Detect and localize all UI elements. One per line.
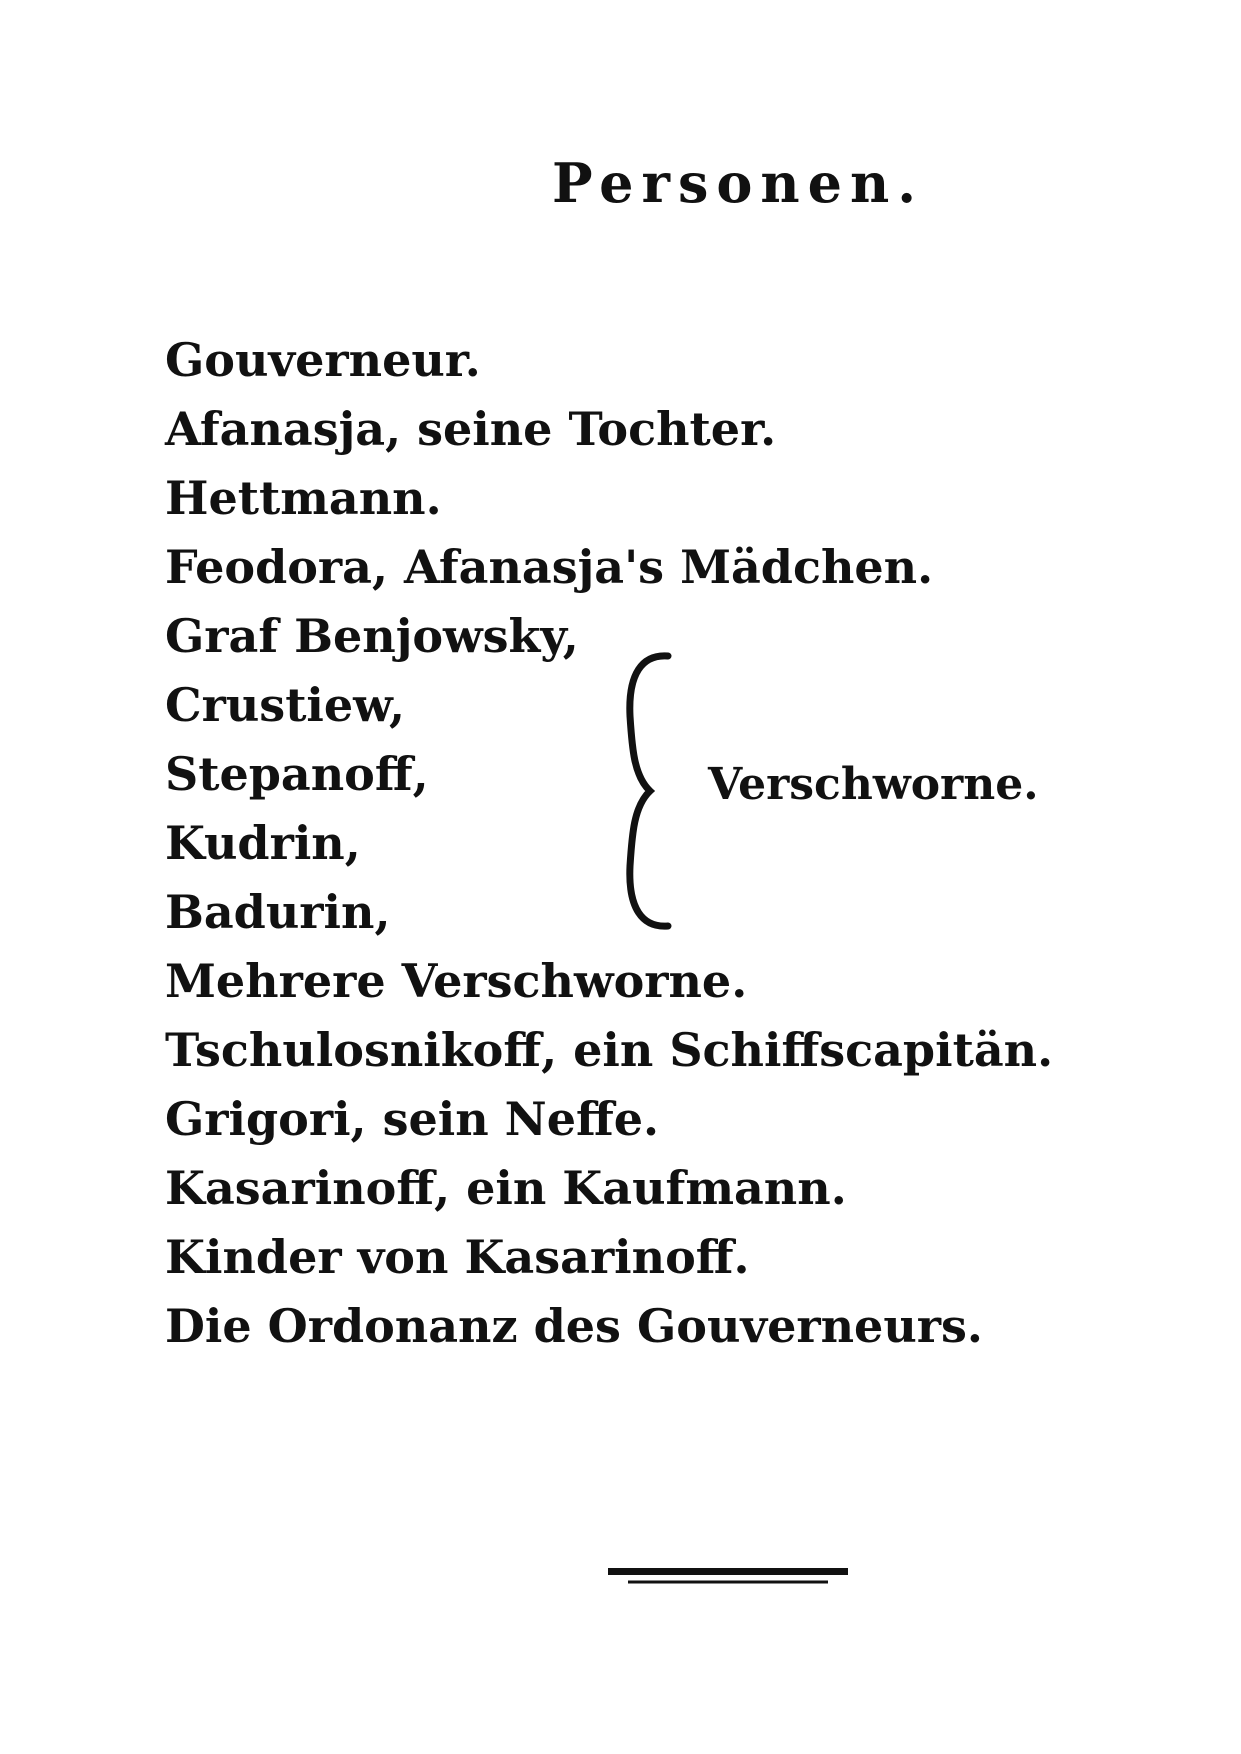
cast-item: Kinder von Kasarinoff.	[165, 1230, 750, 1284]
cast-item: Badurin,	[165, 885, 391, 939]
cast-item: Kudrin,	[165, 816, 361, 870]
cast-item: Hettmann.	[165, 471, 442, 525]
cast-item: Grigori, sein Neffe.	[165, 1092, 660, 1146]
decorative-rule	[608, 1562, 848, 1592]
cast-item: Feodora, Afanasja's Mädchen.	[165, 540, 934, 594]
cast-item: Afanasja, seine Tochter.	[165, 402, 777, 456]
page-title: Personen.	[552, 151, 925, 215]
cast-item: Gouverneur.	[165, 333, 481, 387]
cast-item: Stepanoff,	[165, 747, 429, 801]
cast-item: Graf Benjowsky,	[165, 609, 579, 663]
curly-brace-icon	[610, 646, 690, 936]
cast-item: Crustiew,	[165, 678, 406, 732]
cast-item: Kasarinoff, ein Kaufmann.	[165, 1161, 847, 1215]
cast-item: Tschulosnikoff, ein Schiffscapitän.	[165, 1023, 1054, 1077]
cast-item: Mehrere Verschworne.	[165, 954, 748, 1008]
cast-item: Die Ordonanz des Gouverneurs.	[165, 1299, 983, 1353]
group-label: Verschworne.	[708, 759, 1039, 810]
